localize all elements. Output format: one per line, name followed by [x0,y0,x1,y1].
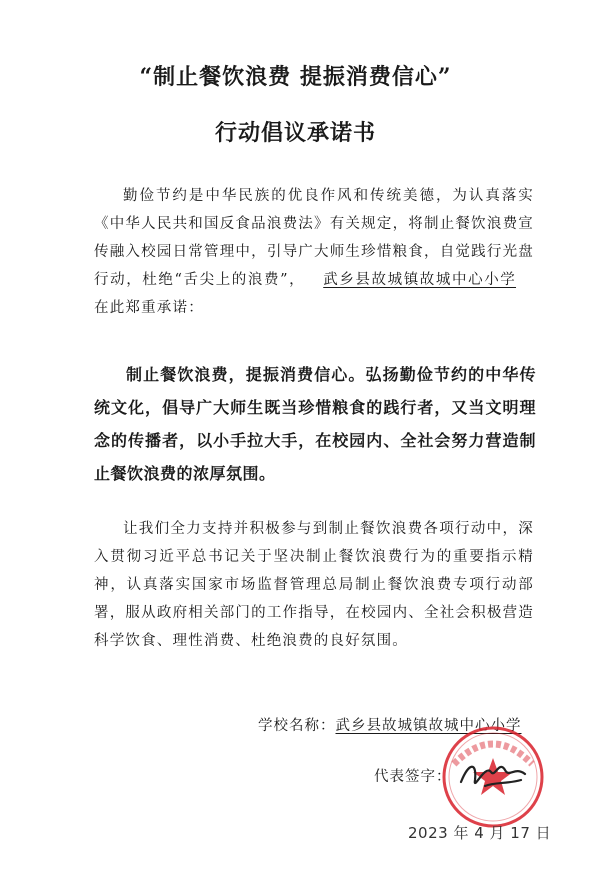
document-title-line2: 行动倡议承诺书 [214,120,376,146]
representative-label: 代表签字： [374,769,452,785]
intro-text: 勤俭节约是中华民族的优良作风和传统美德，为认真落实《中华人民共和国反食品浪费法》有关规定，将制止餐饮浪费宣传融入校园日常管理中，引导广大师生珍惜粮食，自觉践行光盘行动，杜绝“舌尖上的浪费”， [94,188,534,288]
school-name-value: 武乡县故城镇故城中心小学 [335,718,522,734]
intro-paragraph [94,182,534,322]
representative-signature-line [374,765,452,786]
document-title-line1: “制止餐饮浪费 提振消费信心” [139,64,452,90]
action-paragraph: 让我们全力支持并积极参与到制止餐饮浪费各项行动中，深入贯彻习近平总书记关于坚决制止餐饮浪费行为的重要指示精神，认真落实国家市场监督管理总局制止餐饮浪费专项行动部署，服从政府相关部门的工作指导，在校园内、全社会积极营造科学饮食、理性消费、杜绝浪费的良好氛围。 [94,521,534,649]
handwritten-signature-icon [455,752,535,798]
school-name-underlined: 武乡县故城镇故城中心小学 [323,272,517,288]
pledge-paragraph: 制止餐饮浪费，提振消费信心。弘扬勤俭节约的中华传统文化，倡导广大师生既当珍惜粮食的践行者，又当文明理念的传播者，以小手拉大手，在校园内、全社会努力营造制止餐饮浪费的浓厚氛围。 [94,365,536,483]
document-date: 2023 年 4 月 17 日 [408,824,552,842]
school-name-label: 学校名称： [258,718,336,734]
intro-tail: 在此郑重承诺： [94,300,204,316]
